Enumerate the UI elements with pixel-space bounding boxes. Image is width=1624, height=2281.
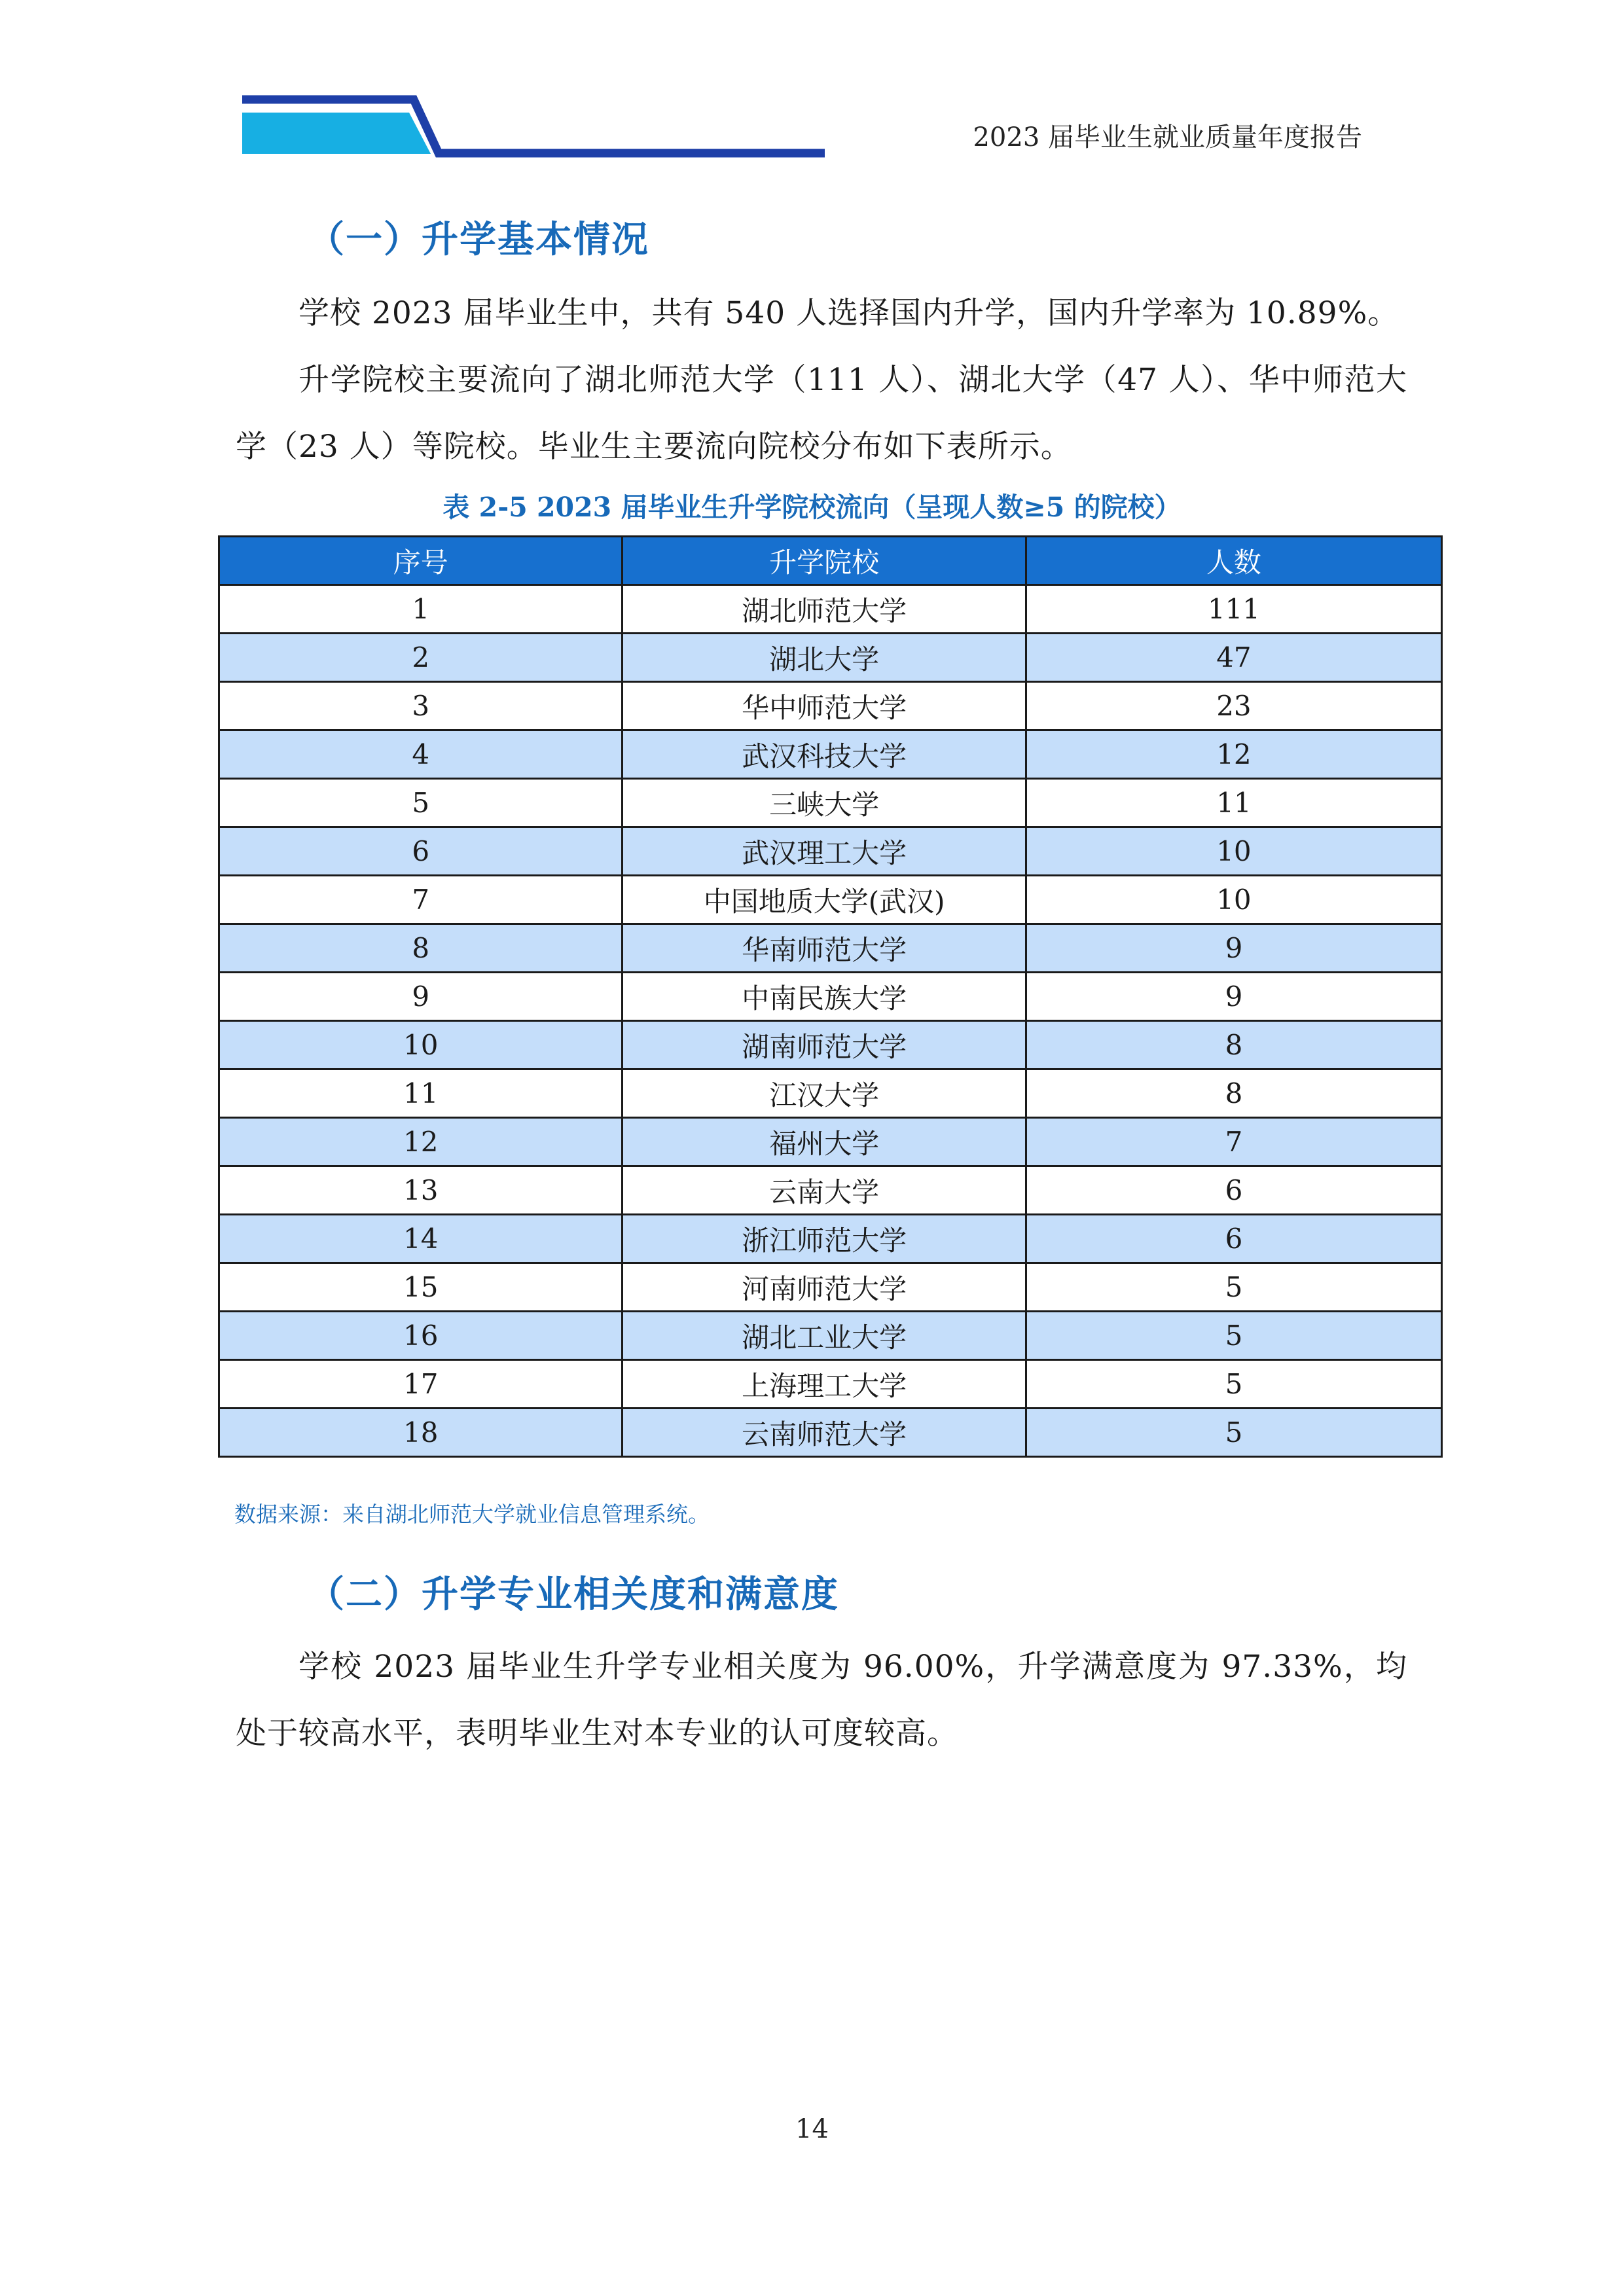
cell-school: 华南师范大学 (623, 924, 1026, 973)
paragraph-flow: 升学院校主要流向了湖北师范大学（111 人）、湖北大学（47 人）、华中师范大学（23 人）等院校。毕业生主要流向院校分布如下表所示。 (236, 362, 1407, 465)
cell-school: 华中师范大学 (623, 682, 1026, 730)
table-caption: 表 2-5 2023 届毕业生升学院校流向（呈现人数≥5 的院校） (442, 492, 1182, 523)
cell-count: 8 (1026, 1021, 1441, 1069)
cell-index: 12 (219, 1118, 623, 1166)
cell-school: 三峡大学 (623, 779, 1026, 827)
cell-school: 云南师范大学 (623, 1409, 1026, 1457)
table-row (219, 585, 1442, 634)
cell-index: 16 (219, 1312, 623, 1360)
table-row (219, 1263, 1442, 1312)
page-number: 14 (795, 2114, 829, 2144)
cell-count: 5 (1026, 1409, 1441, 1457)
cell-school: 武汉理工大学 (623, 827, 1026, 876)
cell-index: 3 (219, 682, 623, 730)
cell-count: 111 (1026, 585, 1441, 634)
header-count: 人数 (1026, 537, 1441, 585)
section-heading-1: （一）升学基本情况 (308, 218, 649, 261)
cell-school: 浙江师范大学 (623, 1215, 1026, 1263)
header-cyan-band (242, 113, 431, 154)
table-row (219, 876, 1442, 924)
table-row (219, 827, 1442, 876)
cell-index: 8 (219, 924, 623, 973)
cell-school: 中国地质大学(武汉) (623, 876, 1026, 924)
table-row (219, 1069, 1442, 1118)
cell-index: 2 (219, 634, 623, 682)
table-row (219, 924, 1442, 973)
cell-count: 9 (1026, 924, 1441, 973)
cell-school: 江汉大学 (623, 1069, 1026, 1118)
cell-index: 4 (219, 730, 623, 779)
cell-count: 5 (1026, 1263, 1441, 1312)
cell-index: 13 (219, 1166, 623, 1215)
cell-school: 上海理工大学 (623, 1360, 1026, 1409)
cell-index: 1 (219, 585, 623, 634)
cell-school: 湖北师范大学 (623, 585, 1026, 634)
cell-index: 10 (219, 1021, 623, 1069)
cell-school: 武汉科技大学 (623, 730, 1026, 779)
cell-count: 8 (1026, 1069, 1441, 1118)
cell-count: 12 (1026, 730, 1441, 779)
header-index: 序号 (219, 537, 623, 585)
cell-school: 福州大学 (623, 1118, 1026, 1166)
cell-school: 云南大学 (623, 1166, 1026, 1215)
source-note: 数据来源：来自湖北师范大学就业信息管理系统。 (234, 1501, 710, 1527)
table-row (219, 1118, 1442, 1166)
cell-school: 湖南师范大学 (623, 1021, 1026, 1069)
cell-count: 5 (1026, 1360, 1441, 1409)
cell-index: 7 (219, 876, 623, 924)
cell-index: 18 (219, 1409, 623, 1457)
table-body (219, 585, 1442, 1457)
table-row (219, 730, 1442, 779)
cell-count: 7 (1026, 1118, 1441, 1166)
table-row (219, 1021, 1442, 1069)
cell-count: 47 (1026, 634, 1441, 682)
cell-school: 湖北工业大学 (623, 1312, 1026, 1360)
cell-index: 17 (219, 1360, 623, 1409)
cell-school: 湖北大学 (623, 634, 1026, 682)
header-school: 升学院校 (623, 537, 1026, 585)
cell-index: 14 (219, 1215, 623, 1263)
table-row (219, 1215, 1442, 1263)
header-decoration (242, 92, 831, 164)
cell-count: 5 (1026, 1312, 1441, 1360)
table-row (219, 1409, 1442, 1457)
table-row (219, 1360, 1442, 1409)
cell-index: 9 (219, 973, 623, 1021)
cell-count: 23 (1026, 682, 1441, 730)
cell-count: 10 (1026, 827, 1441, 876)
table-row (219, 634, 1442, 682)
cell-index: 15 (219, 1263, 623, 1312)
table-row (219, 779, 1442, 827)
cell-count: 10 (1026, 876, 1441, 924)
paragraph-relevance: 学校 2023 届毕业生升学专业相关度为 96.00%，升学满意度为 97.33%，均处于较高水平，表明毕业生对本专业的认可度较高。 (236, 1649, 1407, 1751)
cell-index: 6 (219, 827, 623, 876)
table-row (219, 682, 1442, 730)
cell-count: 11 (1026, 779, 1441, 827)
table-header-row (219, 537, 1442, 585)
header-title: 2023 届毕业生就业质量年度报告 (973, 122, 1362, 153)
table-row (219, 1312, 1442, 1360)
cell-count: 9 (1026, 973, 1441, 1021)
table-row (219, 973, 1442, 1021)
cell-school: 河南师范大学 (623, 1263, 1026, 1312)
cell-count: 6 (1026, 1215, 1441, 1263)
school-flow-table (218, 535, 1443, 1458)
cell-school: 中南民族大学 (623, 973, 1026, 1021)
cell-index: 5 (219, 779, 623, 827)
section-heading-2: （二）升学专业相关度和满意度 (308, 1573, 839, 1616)
cell-index: 11 (219, 1069, 623, 1118)
paragraph-intro: 学校 2023 届毕业生中，共有 540 人选择国内升学，国内升学率为 10.89%。 (298, 295, 1399, 331)
cell-count: 6 (1026, 1166, 1441, 1215)
table-row (219, 1166, 1442, 1215)
